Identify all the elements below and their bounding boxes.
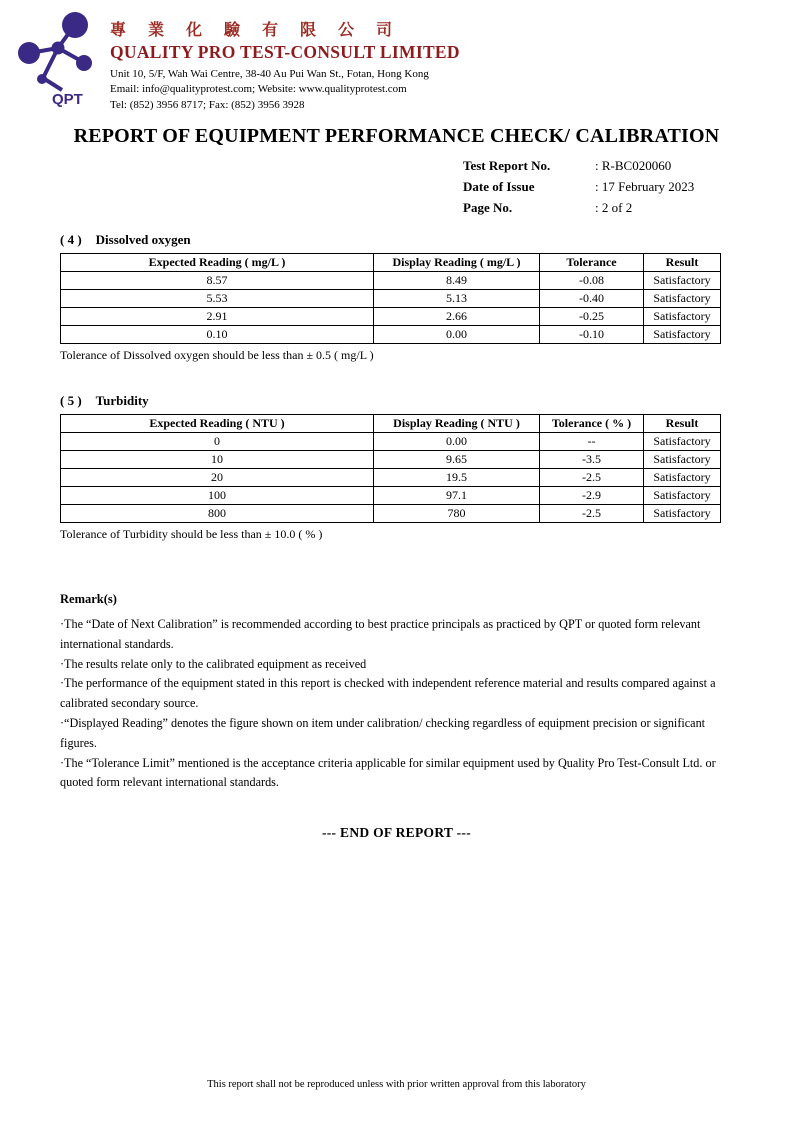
remark-item: ·“Displayed Reading” denotes the figure shown on item under calibration/ checking regardless of equipment precision or significant figures. [60,716,706,750]
table-cell: -- [540,433,644,451]
table-cell: 20 [61,469,374,487]
remarks-title: Remark(s) [60,592,117,607]
turbidity-table [60,414,721,523]
table-cell: -2.9 [540,487,644,505]
company-address-block [110,67,460,113]
page-number-label: Page No. [463,200,513,216]
date-of-issue-value: : 17 February 2023 [595,179,695,195]
logo-text: QPT [52,91,83,108]
column-header: Display Reading ( NTU ) [374,415,540,433]
letterhead-text [110,10,460,113]
section-turbidity [60,393,733,542]
table-cell: 19.5 [374,469,540,487]
dissolved-oxygen-table [60,253,721,344]
report-number-row [463,158,793,174]
qpt-molecule-logo-icon [12,10,104,112]
letterhead [0,0,793,113]
section-number: ( 5 ) [60,393,82,409]
remark-item: ·The results relate only to the calibrated equipment as received [60,656,367,671]
column-header: Tolerance [540,254,644,272]
table-cell: Satisfactory [644,326,721,344]
table-cell: 100 [61,487,374,505]
table-cell: -3.5 [540,451,644,469]
table-cell: -2.5 [540,505,644,523]
column-header: Tolerance ( % ) [540,415,644,433]
tel-fax-line: Tel: (852) 3956 8717; Fax: (852) 3956 3928 [110,98,305,111]
table-cell: 0.00 [374,326,540,344]
section-heading [60,232,733,248]
table-cell: 2.91 [61,308,374,326]
column-header: Expected Reading ( NTU ) [61,415,374,433]
section-heading [60,393,733,409]
table-row [61,469,721,487]
table-cell: Satisfactory [644,272,721,290]
date-of-issue-row [463,179,793,195]
section-number: ( 4 ) [60,232,82,248]
table-cell: -2.5 [540,469,644,487]
section-name: Dissolved oxygen [95,232,191,248]
remark-item: ·The “Date of Next Calibration” is recommended according to best practice principals as practiced by QPT or quoted form relevant international standards. [60,617,701,651]
date-of-issue-label: Date of Issue [463,179,535,195]
column-header: Result [644,415,721,433]
address-line: Unit 10, 5/F, Wah Wai Centre, 38-40 Au Pui Wan St., Fotan, Hong Kong [110,68,429,80]
remark-item: ·The “Tolerance Limit” mentioned is the acceptance criteria applicable for similar equipment used by Quality Pro Test-Consult Ltd. or quoted form relevant international standards. [60,755,716,790]
report-number-label: Test Report No. [463,158,551,174]
table-row [61,272,721,290]
section-dissolved-oxygen [60,232,733,363]
table-cell: 9.65 [374,451,540,469]
table-cell: Satisfactory [644,451,721,469]
table-row [61,451,721,469]
page-number-value: : 2 of 2 [595,200,633,216]
section-name: Turbidity [95,393,149,409]
table-cell: 800 [61,505,374,523]
remark-item: ·The performance of the equipment stated in this report is checked with independent reference material and results compared against a calibrated secondary source. [60,676,716,711]
remarks-section [60,592,735,793]
report-number-value: : R-BC020060 [595,158,672,174]
table-row [61,433,721,451]
table-cell: Satisfactory [644,433,721,451]
tolerance-note: Tolerance of Dissolved oxygen should be less than ± 0.5 ( mg/L ) [60,348,374,363]
tolerance-note: Tolerance of Turbidity should be less than ± 10.0 ( % ) [60,527,323,542]
table-cell: Satisfactory [644,290,721,308]
table-cell: -0.40 [540,290,644,308]
table-cell: 0.10 [61,326,374,344]
table-cell: 5.53 [61,290,374,308]
table-header-row [61,254,721,272]
table-cell: 8.49 [374,272,540,290]
table-cell: Satisfactory [644,469,721,487]
column-header: Result [644,254,721,272]
table-row [61,487,721,505]
column-header: Display Reading ( mg/L ) [374,254,540,272]
remarks-list [60,615,735,793]
page-number-row [463,200,793,216]
table-cell: Satisfactory [644,308,721,326]
table-cell: 0 [61,433,374,451]
report-info-block [463,158,793,216]
table-cell: -0.08 [540,272,644,290]
table-cell: 10 [61,451,374,469]
table-cell: 8.57 [61,272,374,290]
company-name-english: QUALITY PRO TEST-CONSULT LIMITED [110,42,460,62]
footer-disclaimer: This report shall not be reproduced unless with prior written approval from this laboratory [207,1079,586,1090]
table-cell: -0.25 [540,308,644,326]
company-name-chinese: 專 業 化 驗 有 限 公 司 [110,22,402,39]
table-header-row [61,415,721,433]
email-website-line: Email: info@qualityprotest.com; Website: www.qualityprotest.com [110,83,407,96]
table-cell: 5.13 [374,290,540,308]
table-cell: 97.1 [374,487,540,505]
table-cell: 0.00 [374,433,540,451]
report-title: REPORT OF EQUIPMENT PERFORMANCE CHECK/ CALIBRATION [73,125,720,148]
table-cell: -0.10 [540,326,644,344]
table-row [61,505,721,523]
table-row [61,290,721,308]
table-cell: Satisfactory [644,487,721,505]
column-header: Expected Reading ( mg/L ) [61,254,374,272]
table-row [61,326,721,344]
table-cell: 780 [374,505,540,523]
end-of-report-marker: --- END OF REPORT --- [321,825,472,841]
table-row [61,308,721,326]
table-cell: Satisfactory [644,505,721,523]
table-cell: 2.66 [374,308,540,326]
